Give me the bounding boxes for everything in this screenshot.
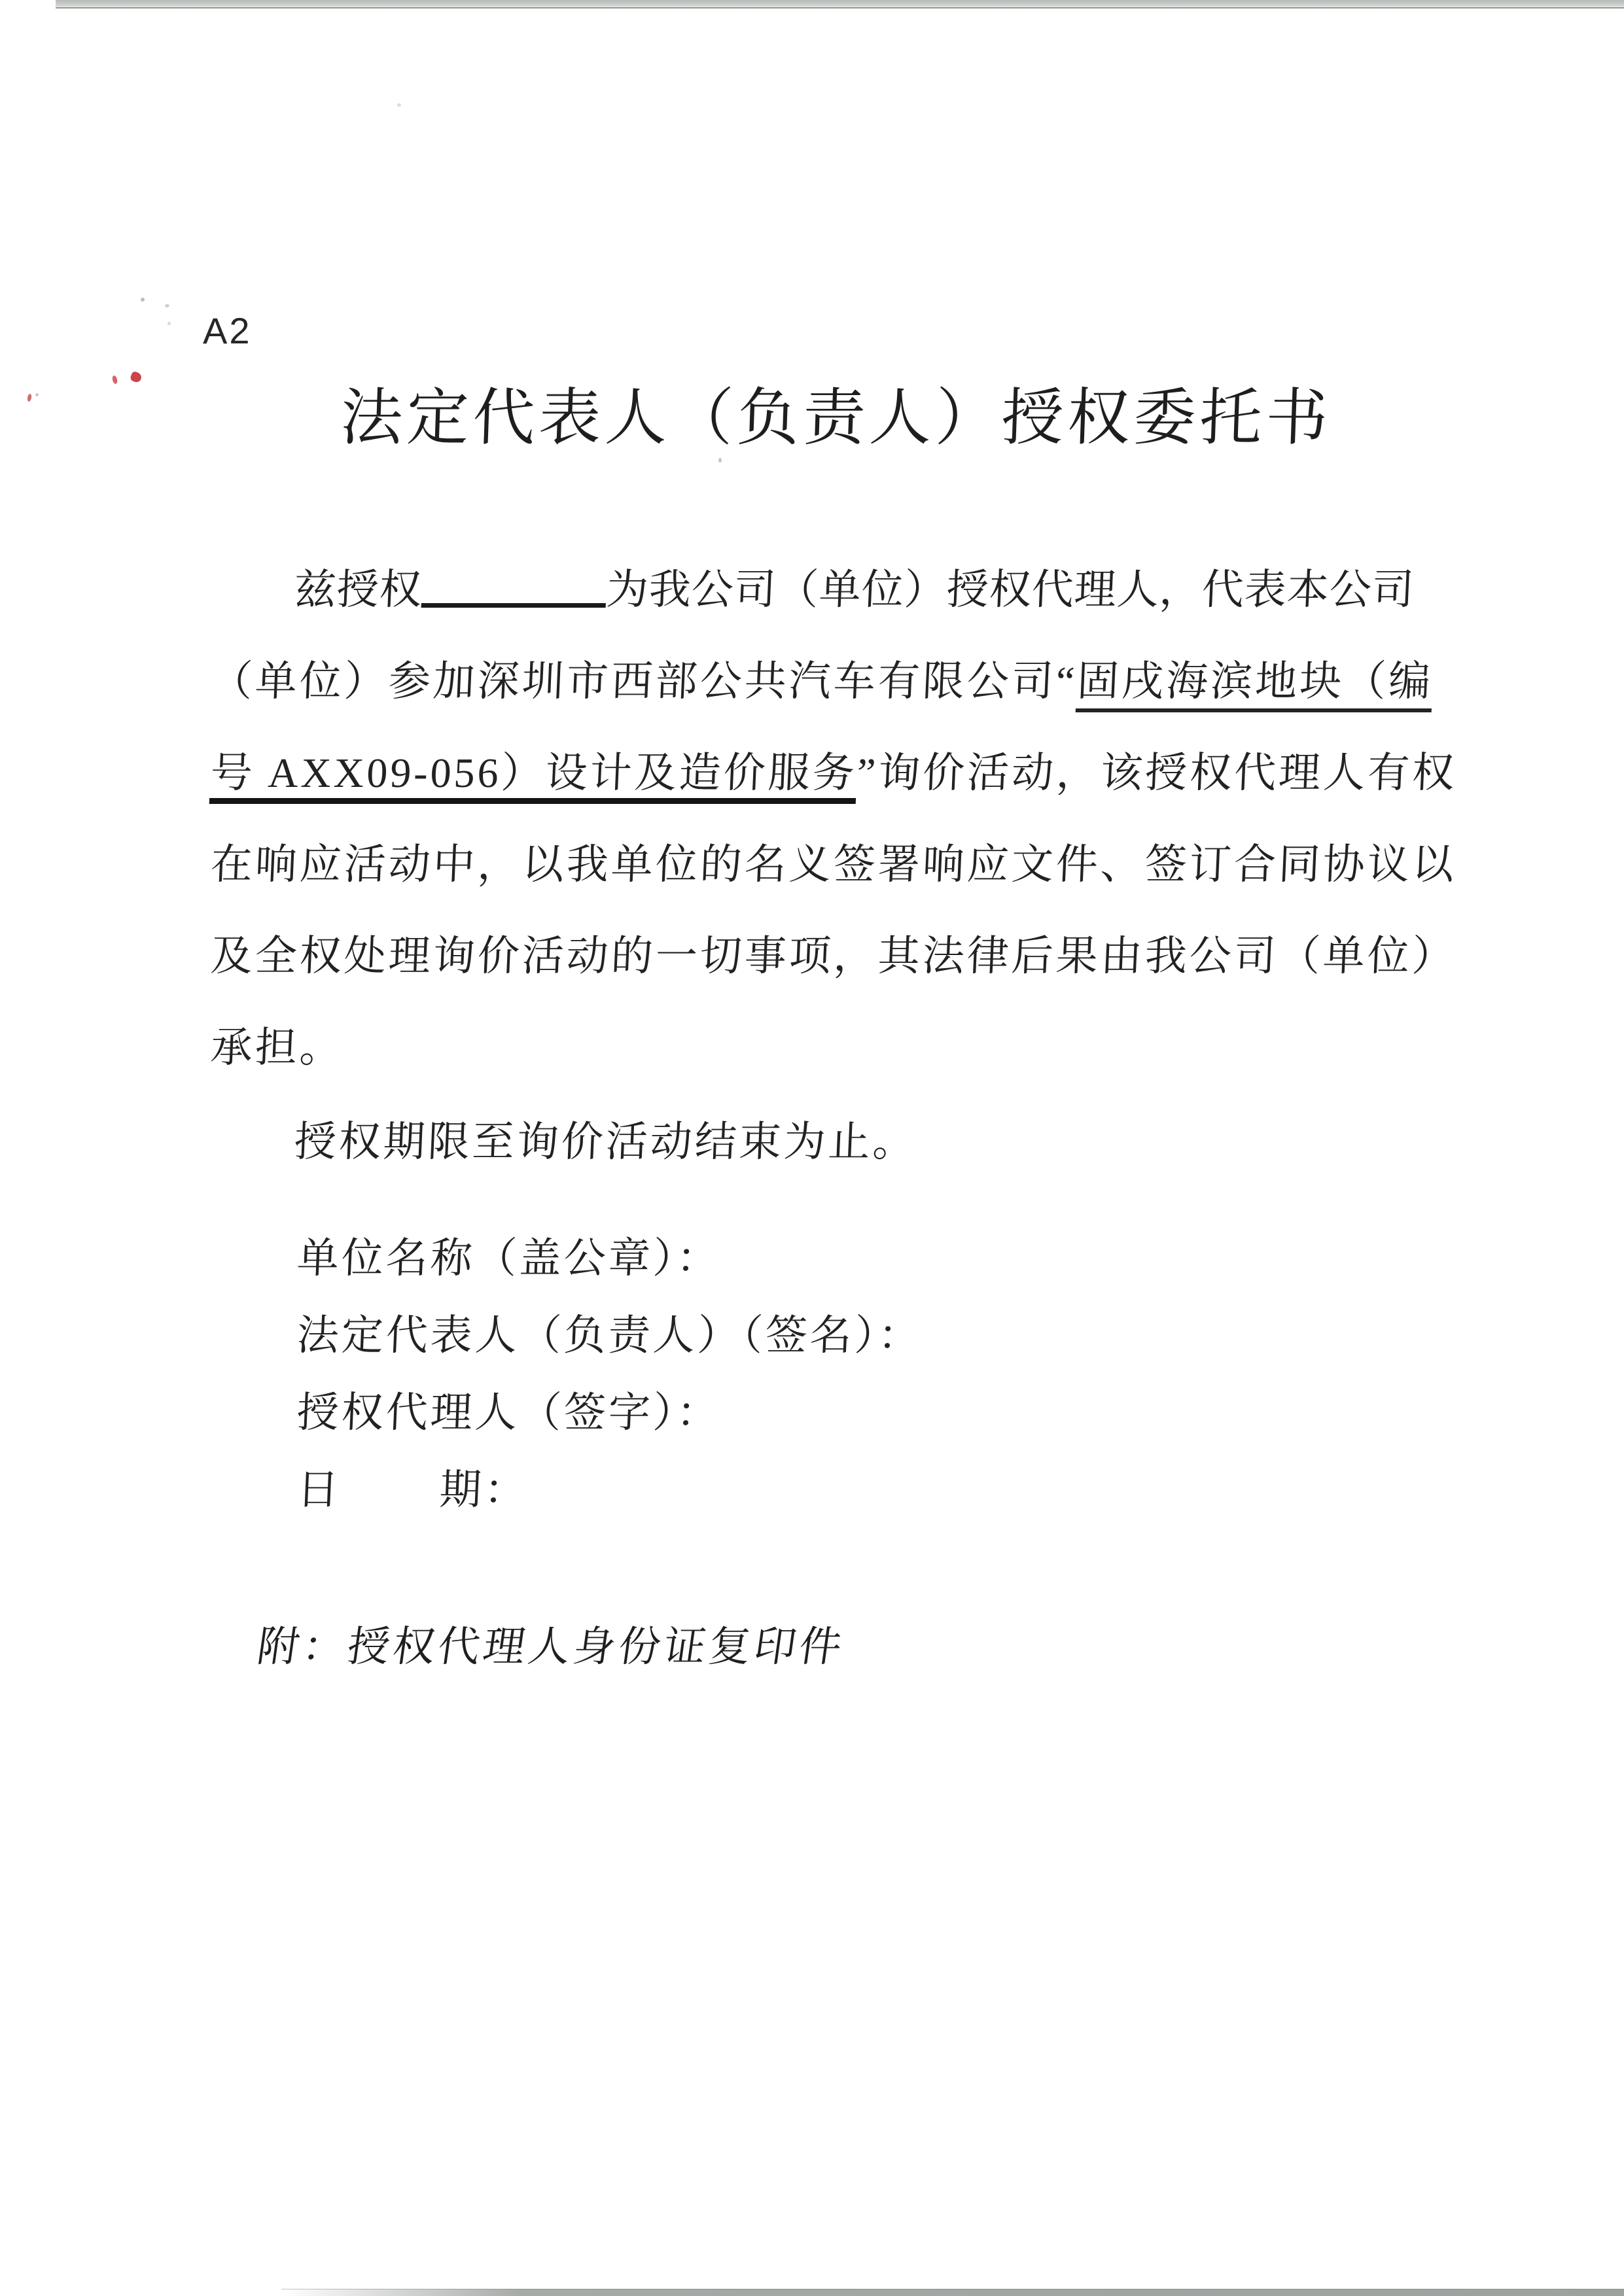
signature-authorized-agent: 授权代理人（签字）： (296, 1389, 722, 1436)
body-line-7: 授权期限至询价活动结束为止。 (293, 1119, 919, 1165)
body-line-3 (209, 747, 1458, 799)
body-line-5: 及全权处理询价活动的一切事项，其法律后果由我公司（单位） (209, 933, 1458, 979)
gray-scan-speck (168, 322, 171, 325)
document-title: 法定代表人（负责人）授权委托书 (339, 383, 1333, 453)
gray-scan-speck (397, 103, 401, 107)
scan-top-edge-fade (0, 0, 59, 9)
attachment-note: 附：授权代理人身份证复印件 (254, 1624, 848, 1670)
red-ink-speck (27, 394, 32, 402)
body-line-2-pre: （单位）参加深圳市西部公共汽车有限公司“ (209, 658, 1078, 704)
scan-top-edge (56, 0, 1624, 9)
authorized-name-blank (421, 597, 607, 608)
red-ink-speck (112, 375, 118, 384)
gray-scan-speck (718, 458, 722, 462)
signature-legal-representative: 法定代表人（负责人）（签名）： (296, 1312, 924, 1359)
form-corner-label: A2 (203, 310, 252, 351)
body-line-1-pre: 兹授权 (293, 566, 423, 613)
body-line-4: 在响应活动中，以我单位的名义签署响应文件、签订合同协议以 (209, 841, 1458, 888)
signature-date (296, 1464, 529, 1516)
red-ink-speck (35, 393, 39, 396)
red-ink-speck (130, 371, 143, 384)
body-line-1 (293, 564, 1415, 616)
signature-company-seal: 单位名称（盖公章）： (296, 1235, 722, 1281)
body-line-3-post: ”询价活动，该授权代理人有权 (856, 750, 1458, 796)
project-name-underlined-part1: 固戌海滨地块（编 (1076, 658, 1434, 712)
gray-scan-speck (165, 304, 169, 307)
body-line-1-post: 为我公司（单位）授权代理人，代表本公司 (605, 566, 1416, 613)
gray-scan-speck (141, 298, 145, 302)
project-name-underlined-part2: 号 AXX09-056）设计及造价服务 (209, 750, 858, 804)
signature-date-rest: 期： (438, 1467, 530, 1513)
body-line-2 (209, 655, 1434, 708)
body-line-6: 承担。 (209, 1024, 345, 1071)
signature-date-char: 日 (296, 1467, 343, 1513)
scan-bottom-edge (281, 2289, 1624, 2296)
